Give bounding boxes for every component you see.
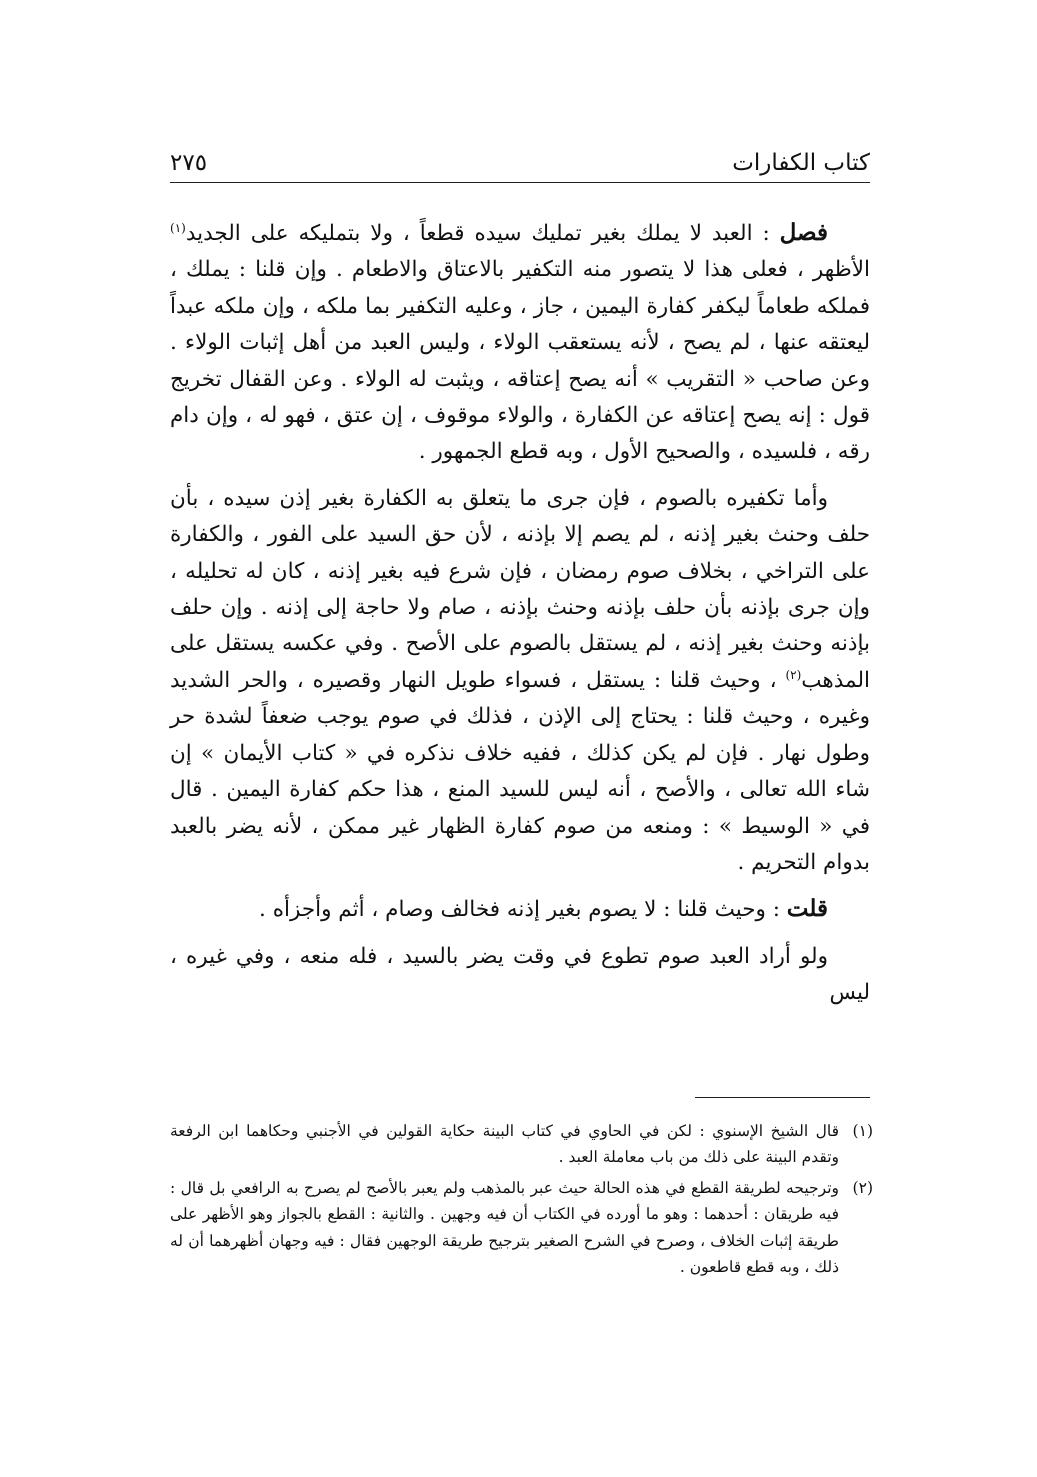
footnote-text: وترجيحه لطريقة القطع في هذه الحالة حيث عبر بالمذهب ولم يعبر بالأصح لم يصرح به الرافعي بل قال : فيه طريقان : أحدهما : وهو ما أورده في الكتاب أن فيه وجهين . والثانية : القطع بالجواز وهو الأظهر على طريقة إثبات الخلاف ، وصرح في الشرح الصغير بترجيح طريقة الوجهين فقال : فيه وجهان أظهرهما أن له ذلك ، وبه قطع قاطعون . (170, 1178, 839, 1277)
paragraph-text: : العبد لا يملك بغير تمليك سيده قطعاً ، ولا بتمليكه على الجديد (185, 221, 780, 246)
footnote-ref-2[interactable]: (٢) (785, 667, 802, 682)
paragraph-text: ، وحيث قلنا : يستقل ، فسواء طويل النهار وقصيره ، والحر الشديد وغيره ، وحيث قلنا : يحتاج إلى الإذن ، فذلك في صوم يوجب ضعفاً لشدة حر وطول نهار . فإن لم يكن كذلك ، ففيه خلاف نذكره في « كتاب الأيمان » إن شاء الله تعالى ، والأصح ، أنه ليس للسيد المنع ، هذا حكم كفارة اليمين . قال في « الوسيط » : ومنعه من صوم كفارة الظهار غير ممكن ، لأنه يضر بالعبد بدوام التحريم . (170, 667, 870, 875)
page-number: ٢٧٥ (170, 150, 208, 176)
section-heading-fasl: فصل (779, 219, 828, 246)
paragraph-fasting (170, 481, 870, 881)
footnote-separator (695, 1097, 870, 1098)
paragraph-text: : وحيث قلنا : لا يصوم بغير إذنه فخالف وصام ، أثم وأجزأه . (259, 897, 787, 923)
paragraph-text: وأما تكفيره بالصوم ، فإن جرى ما يتعلق به الكفارة بغير إذن سيده ، بأن حلف وحنث بغير إذنه ، لم يصم إلا بإذنه ، لأن حق السيد على الفور ، والكفارة على التراخي ، بخلاف صوم رمضان ، فإن شرع فيه بغير إذنه ، كان له تحليله ، وإن جرى بإذنه بأن حلف بإذنه وحنث بإذنه ، صام ولا حاجة إلى إذنه . وإن حلف بإذنه وحنث بغير إذنه ، لم يستقل بالصوم على الأصح . وفي عكسه يستقل على المذهب (170, 485, 870, 693)
footnote-number: (١) (852, 1122, 873, 1140)
main-text (170, 215, 870, 1022)
running-header (170, 150, 870, 183)
footnotes (170, 1118, 873, 1284)
footnote-number: (٢) (852, 1178, 873, 1197)
footnote-ref-1[interactable]: (١) (170, 220, 186, 235)
chapter-title: كتاب الكفارات (732, 150, 870, 176)
footnote-2 (170, 1175, 873, 1281)
paragraph-text: ولو أراد العبد صوم تطوع في وقت يضر بالسيد ، فله منعه ، وفي غيره ، ليس (170, 943, 870, 1006)
paragraph-voluntary-fast (170, 939, 870, 1012)
paragraph-qultu (170, 891, 870, 928)
heading-qultu: قلت (786, 895, 828, 923)
footnote-text: قال الشيخ الإسنوي : لكن في الحاوي في كتاب البينة حكاية القولين في الأجنبي وحكاهما ابن الرفعة وتقدم البينة على ذلك من باب معاملة العبد . (170, 1122, 839, 1167)
paragraph-fasl (170, 215, 870, 471)
footnote-1 (170, 1118, 873, 1171)
paragraph-text: الأظهر ، فعلى هذا لا يتصور منه التكفير بالاعتاق والاطعام . وإن قلنا : يملك ، فملكه طعاماً ليكفر كفارة اليمين ، جاز ، وعليه التكفير بما ملكه ، وإن ملكه عبداً ليعتقه عنها ، لم يصح ، لأنه يستعقب الولاء ، وليس العبد من أهل إثبات الولاء . وعن صاحب « التقريب » أنه يصح إعتاقه ، ويثبت له الولاء . وعن القفال تخريج قول : إنه يصح إعتاقه عن الكفارة ، والولاء موقوف ، إن عتق ، فهو له ، وإن دام رقه ، فلسيده ، والصحيح الأول ، وبه قطع الجمهور . (170, 257, 870, 465)
